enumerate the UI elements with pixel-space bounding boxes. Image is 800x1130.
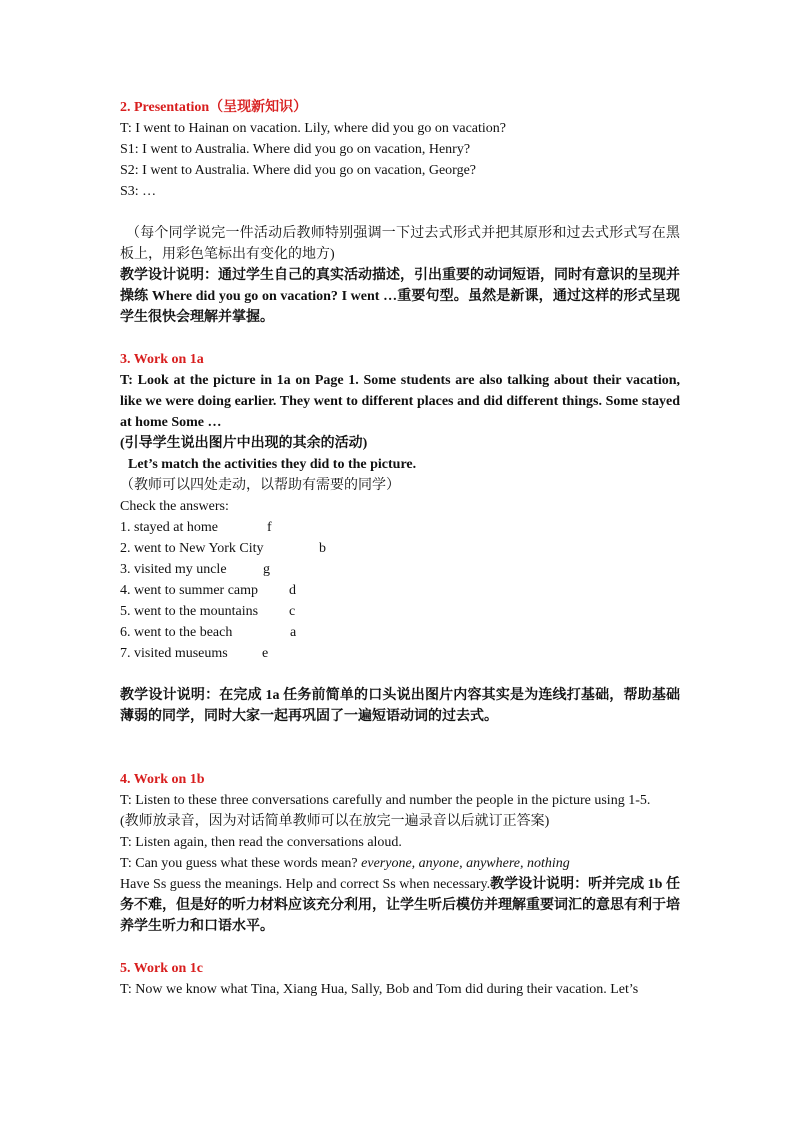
play-note: (教师放录音，因为对话简单教师可以在放完一遍录音以后就订正答案) (120, 814, 550, 829)
answer-item: 4. went to summer camp (120, 583, 259, 598)
again-instruction: T: Listen again, then read the conversations aloud. (120, 835, 402, 850)
answer-row (120, 559, 680, 580)
answer-item: 5. went to the mountains (120, 604, 259, 619)
section-5-line: T: Now we know what Tina, Xiang Hua, Sally, Bob and Tom did during their vacation. Let’s (120, 982, 639, 997)
answer-key: b (319, 541, 326, 556)
answer-key: g (263, 562, 270, 577)
guide-note: (引导学生说出图片中出现的其余的活动) (120, 436, 368, 451)
answer-key: c (289, 604, 296, 619)
walk-note: （教师可以四处走动，以帮助有需要的同学） (120, 478, 400, 493)
answer-row (120, 601, 680, 622)
answer-row (120, 643, 680, 664)
design-note: 教学设计说明：听并完成 1b 任务不难，但是好的听力材料应该充分利用，让学生听后模仿并理解重要词汇的意思有利于培养学生听力和口语水平。 (120, 877, 680, 934)
answer-item: 6. went to the beach (120, 625, 233, 640)
guess-words: everyone, anyone, anywhere, nothing (361, 856, 570, 871)
teacher-instruction: T: Look at the picture in 1a on Page 1. Some students are also talking about their vacation, like we were doing earlier. They went to different places and did different things. Some stayed at home Some … (120, 373, 680, 430)
section-3-heading: 3. Work on 1a (120, 352, 204, 367)
answer-row (120, 622, 680, 643)
dialogue-line: S2: I went to Australia. Where did you go on vacation, George? (120, 163, 477, 178)
document-page (120, 97, 680, 1000)
section-2-heading: 2. Presentation（呈现新知识） (120, 100, 308, 115)
section-4-heading: 4. Work on 1b (120, 772, 205, 787)
answer-key: e (262, 646, 269, 661)
answer-key: f (267, 520, 272, 535)
design-note: 教学设计说明：在完成 1a 任务前简单的口头说出图片内容其实是为连线打基础，帮助基础薄弱的同学，同时大家一起再巩固了一遍短语动词的过去式。 (120, 688, 680, 724)
have-ss-paragraph (120, 874, 680, 937)
answer-row (120, 538, 680, 559)
dialogue-line: S3: … (120, 184, 157, 199)
have-ss-text: Have Ss guess the meanings. Help and correct Ss when necessary. (120, 877, 491, 892)
design-note: 教学设计说明：通过学生自己的真实活动描述，引出重要的动词短语，同时有意识的呈现并操练 Where did you go on vacation? I went …重要句型。虽然是新课，通过这样的形式呈现学生很快会理解并掌握。 (120, 268, 680, 325)
check-answers-label: Check the answers: (120, 499, 229, 514)
dialogue-line: S1: I went to Australia. Where did you go on vacation, Henry? (120, 142, 471, 157)
teacher-note: （每个同学说完一件活动后教师特别强调一下过去式形式并把其原形和过去式形式写在黑板上，用彩色笔标出有变化的地方) (120, 226, 680, 262)
answer-item: 1. stayed at home (120, 520, 218, 535)
match-instruction: Let’s match the activities they did to the picture. (128, 457, 417, 472)
answer-key: d (289, 583, 296, 598)
answer-item: 7. visited museums (120, 646, 228, 661)
answer-item: 3. visited my uncle (120, 562, 227, 577)
section-5-heading: 5. Work on 1c (120, 961, 203, 976)
dialogue-line: T: I went to Hainan on vacation. Lily, where did you go on vacation? (120, 121, 507, 136)
listen-instruction: T: Listen to these three conversations carefully and number the people in the picture using 1-5. (120, 793, 651, 808)
answer-item: 2. went to New York City (120, 541, 264, 556)
guess-prefix: T: Can you guess what these words mean? (120, 856, 358, 871)
answer-key: a (290, 625, 297, 640)
answer-row (120, 580, 680, 601)
guess-instruction (120, 853, 680, 874)
answer-row (120, 517, 680, 538)
